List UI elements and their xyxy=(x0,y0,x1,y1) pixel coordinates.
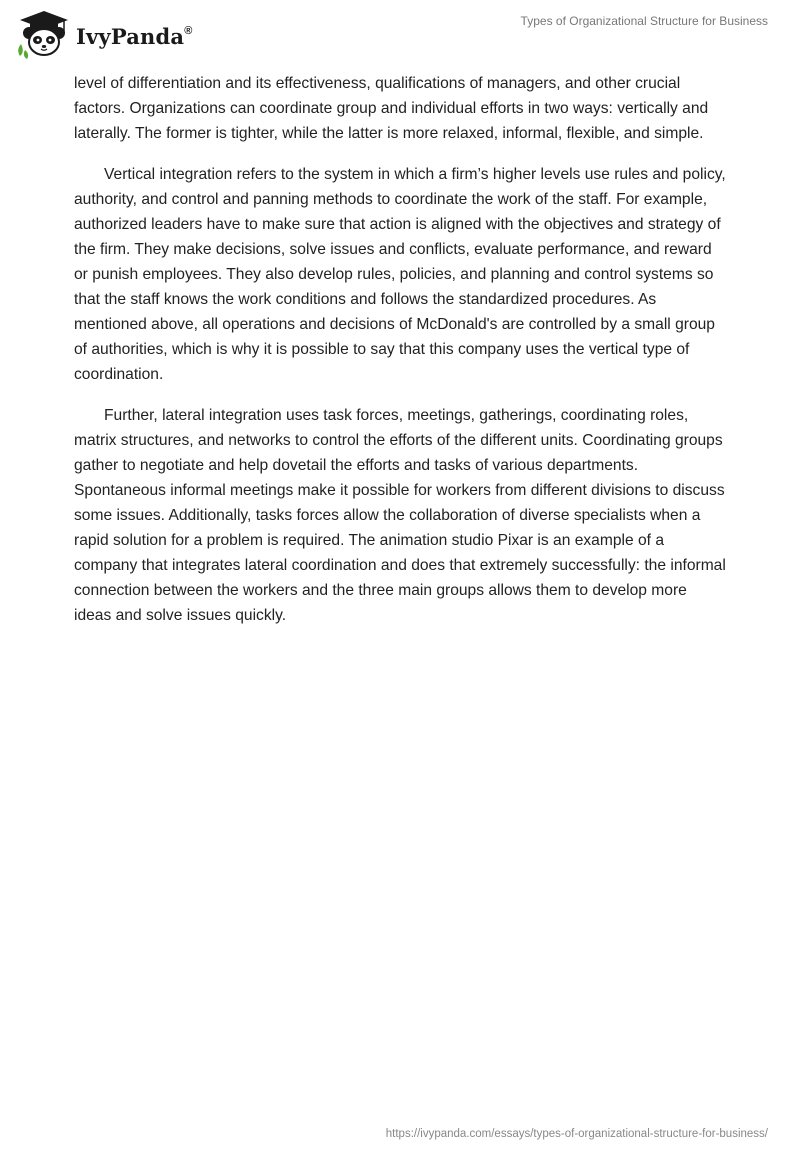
registered-mark: ® xyxy=(184,24,193,37)
document-title: Types of Organizational Structure for Business xyxy=(520,14,768,28)
essay-body xyxy=(74,71,726,644)
brand-name: IvyPanda® xyxy=(76,23,193,49)
paragraph: Further, lateral integration uses task forces, meetings, gatherings, coordinating roles, matrix structures, and networks to control the efforts of the different units. Coordinating groups gather to negotiate and help dovetail the efforts and tasks of various departments. Spontaneous informal meetings make it possible for workers from different divisions to discuss some issues. Additionally, tasks forces allow the collaboration of diverse specialists when a rapid solution for a problem is required. The animation studio Pixar is an example of a company that integrates lateral coordination and does that extremely successfully: the informal connection between the workers and the three main groups allows them to develop more ideas and solve issues quickly. xyxy=(74,407,726,624)
ivypanda-logo[interactable] xyxy=(14,8,193,60)
page-header xyxy=(0,0,800,70)
paragraph: Vertical integration refers to the system in which a firm’s higher levels use rules and policy, authority, and control and panning methods to coordinate the work of the staff. For example, authorized leaders have to make sure that action is aligned with the objectives and strategy of the firm. They make decisions, solve issues and conflicts, evaluate performance, and reward or punish employees. They also develop rules, policies, and planning and control systems so that the staff knows the work conditions and follows the standardized procedures. As mentioned above, all operations and decisions of McDonald's are controlled by a small group of authorities, which is why it is possible to say that this company uses the vertical type of coordination. xyxy=(74,166,726,383)
panda-graduation-cap-icon xyxy=(14,8,74,60)
paragraph: level of differentiation and its effectiveness, qualifications of managers, and other crucial factors. Organizations can coordinate group and individual efforts in two ways: vertically and laterally. The former is tighter, while the latter is more relaxed, informal, flexible, and simple. xyxy=(74,75,709,142)
source-url[interactable]: https://ivypanda.com/essays/types-of-organizational-structure-for-business/ xyxy=(385,1128,768,1140)
